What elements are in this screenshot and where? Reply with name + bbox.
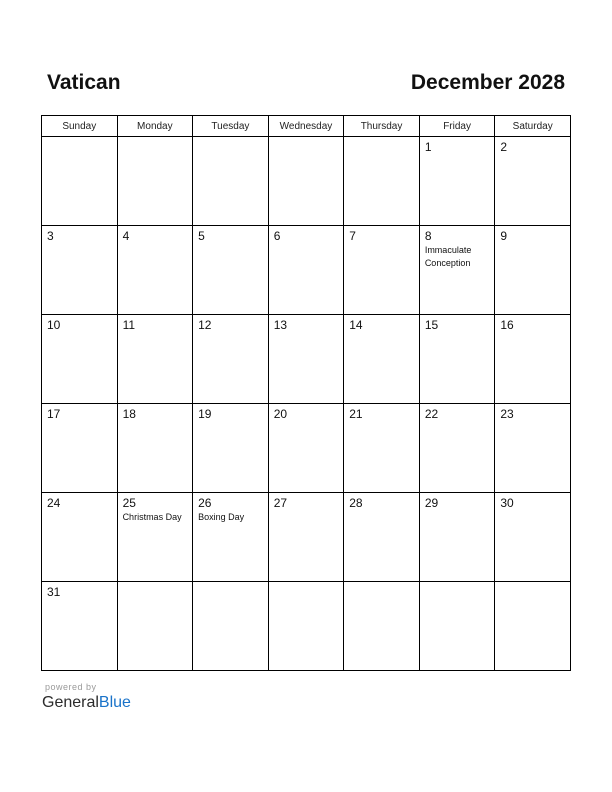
day-cell xyxy=(193,493,269,582)
calendar-grid xyxy=(41,115,571,671)
calendar-month-title: December 2028 xyxy=(410,71,565,94)
holiday-label xyxy=(193,332,268,333)
holiday-label xyxy=(344,140,419,141)
holiday-label xyxy=(269,140,344,141)
holiday-label xyxy=(420,585,495,586)
day-cell xyxy=(344,226,420,315)
day-cell xyxy=(42,582,118,671)
day-number: 26 xyxy=(198,496,212,510)
week-row xyxy=(42,404,571,493)
day-cell xyxy=(344,493,420,582)
day-cell xyxy=(42,137,118,226)
holiday-label: Immaculate Conception xyxy=(424,245,472,268)
day-number: 28 xyxy=(349,496,363,510)
week-row xyxy=(42,226,571,315)
day-cell xyxy=(117,493,193,582)
day-number: 7 xyxy=(349,229,356,243)
day-cell xyxy=(268,582,344,671)
day-cell xyxy=(419,493,495,582)
holiday-label xyxy=(269,421,344,422)
day-cell xyxy=(268,404,344,493)
week-row xyxy=(42,493,571,582)
day-number: 11 xyxy=(122,318,136,332)
day-cell xyxy=(117,226,193,315)
day-number: 19 xyxy=(198,407,212,421)
day-number: 25 xyxy=(122,496,136,510)
weekday-header: Saturday xyxy=(495,116,571,137)
day-cell xyxy=(268,137,344,226)
holiday-label xyxy=(193,243,268,244)
holiday-label xyxy=(269,585,344,586)
weekday-header: Friday xyxy=(419,116,495,137)
day-cell xyxy=(117,582,193,671)
weekday-header: Wednesday xyxy=(268,116,344,137)
day-number: 29 xyxy=(424,496,439,510)
day-number: 13 xyxy=(273,318,288,332)
day-number: 17 xyxy=(47,407,61,421)
day-number: 24 xyxy=(47,496,61,510)
generalblue-logo[interactable] xyxy=(42,693,131,713)
day-cell xyxy=(42,226,118,315)
day-cell xyxy=(419,582,495,671)
day-number: 6 xyxy=(273,229,281,243)
holiday-label xyxy=(42,332,117,333)
day-cell xyxy=(344,137,420,226)
holiday-label xyxy=(193,140,268,141)
holiday-label xyxy=(495,332,570,333)
day-number: 1 xyxy=(424,140,432,154)
holiday-label xyxy=(193,585,268,586)
day-cell xyxy=(495,493,571,582)
day-cell xyxy=(117,315,193,404)
day-cell xyxy=(344,315,420,404)
day-cell xyxy=(268,226,344,315)
holiday-label xyxy=(344,332,419,333)
day-cell xyxy=(268,315,344,404)
day-cell xyxy=(42,493,118,582)
weekday-header-row xyxy=(42,116,571,137)
holiday-label xyxy=(42,140,117,141)
holiday-label xyxy=(344,585,419,586)
holiday-label xyxy=(118,332,193,333)
day-cell xyxy=(495,226,571,315)
day-cell xyxy=(193,582,269,671)
day-number: 30 xyxy=(500,496,514,510)
day-number: 16 xyxy=(500,318,514,332)
day-number: 3 xyxy=(47,229,54,243)
day-cell xyxy=(419,137,495,226)
day-number: 10 xyxy=(47,318,61,332)
week-row xyxy=(42,315,571,404)
week-row xyxy=(42,582,571,671)
holiday-label: Boxing Day xyxy=(198,512,245,522)
holiday-label xyxy=(118,421,193,422)
day-number: 22 xyxy=(424,407,439,421)
day-cell xyxy=(419,226,495,315)
holiday-label xyxy=(420,332,495,333)
powered-by-label: powered by xyxy=(45,682,97,692)
day-number: 21 xyxy=(349,407,363,421)
holiday-label xyxy=(495,243,570,244)
weekday-header: Thursday xyxy=(344,116,420,137)
day-cell xyxy=(495,315,571,404)
holiday-label xyxy=(42,421,117,422)
week-row xyxy=(42,137,571,226)
day-number: 18 xyxy=(122,407,136,421)
holiday-label xyxy=(118,140,193,141)
holiday-label xyxy=(344,421,419,422)
day-number: 15 xyxy=(424,318,439,332)
holiday-label xyxy=(495,510,570,511)
day-cell xyxy=(42,404,118,493)
holiday-label xyxy=(495,421,570,422)
day-cell xyxy=(495,582,571,671)
day-number: 31 xyxy=(47,585,61,599)
day-cell xyxy=(268,493,344,582)
holiday-label xyxy=(420,510,495,511)
day-cell xyxy=(193,404,269,493)
weekday-header: Sunday xyxy=(42,116,118,137)
holiday-label xyxy=(42,510,117,511)
day-cell xyxy=(42,315,118,404)
day-number: 20 xyxy=(273,407,288,421)
holiday-label xyxy=(495,154,570,155)
day-cell xyxy=(193,315,269,404)
day-number: 27 xyxy=(273,496,288,510)
day-number: 23 xyxy=(500,407,514,421)
day-number: 12 xyxy=(198,318,212,332)
holiday-label xyxy=(118,243,193,244)
brand-general-text: General xyxy=(42,694,99,711)
day-number: 8 xyxy=(424,229,432,243)
holiday-label: Christmas Day xyxy=(122,512,182,522)
weekday-header: Tuesday xyxy=(193,116,269,137)
brand-blue-text: Blue xyxy=(98,694,131,711)
weekday-header: Monday xyxy=(117,116,193,137)
holiday-label xyxy=(344,243,419,244)
day-cell xyxy=(117,404,193,493)
day-number: 5 xyxy=(198,229,205,243)
day-cell xyxy=(495,404,571,493)
holiday-label xyxy=(269,510,344,511)
day-cell xyxy=(117,137,193,226)
holiday-label xyxy=(42,243,117,244)
holiday-label xyxy=(118,585,193,586)
calendar-country: Vatican xyxy=(47,71,121,94)
day-cell xyxy=(193,137,269,226)
day-number: 4 xyxy=(122,229,130,243)
day-cell xyxy=(419,404,495,493)
day-number: 2 xyxy=(500,140,508,154)
day-cell xyxy=(344,582,420,671)
day-cell xyxy=(495,137,571,226)
day-number: 14 xyxy=(349,318,363,332)
holiday-label xyxy=(269,332,344,333)
day-cell xyxy=(193,226,269,315)
holiday-label xyxy=(269,243,344,244)
holiday-label xyxy=(495,585,570,586)
holiday-label xyxy=(193,421,268,422)
holiday-label xyxy=(344,510,419,511)
holiday-label xyxy=(420,154,495,155)
day-number: 9 xyxy=(500,229,508,243)
holiday-label xyxy=(42,599,117,600)
day-cell xyxy=(344,404,420,493)
holiday-label xyxy=(420,421,495,422)
day-cell xyxy=(419,315,495,404)
